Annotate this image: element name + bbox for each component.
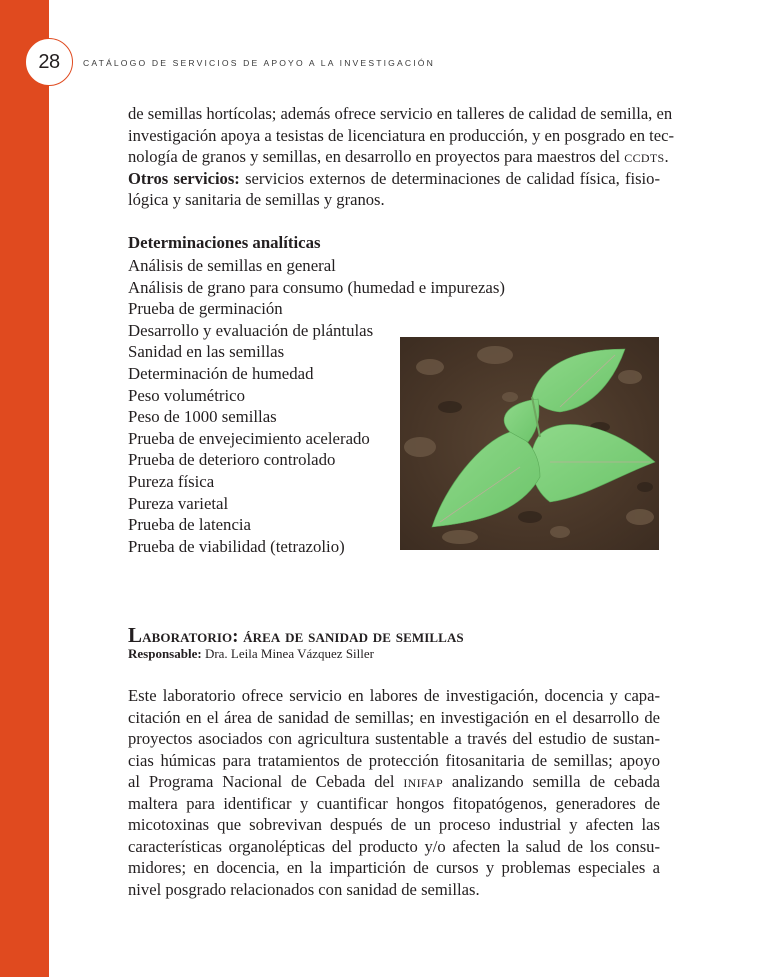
list-item: Análisis de semillas en general [128, 256, 336, 275]
list-item: Peso de 1000 semillas [128, 407, 277, 427]
paragraph-line: Este laboratorio ofrece servicio en labores de investigación, docencia y capa- [128, 686, 660, 705]
page-number: 28 [25, 38, 73, 86]
intro-line [128, 146, 669, 168]
line-text: analizando semilla de cebada [442, 772, 660, 791]
list-item: Análisis de grano para consumo (humedad e impurezas) [128, 277, 505, 297]
list-item: Sanidad en las semillas [128, 342, 285, 362]
title-rest: aboratorio: área de sanidad de semillas [142, 627, 464, 647]
intro-line: de semillas hortícolas; además ofrece servicio en talleres de calidad de semilla, en [128, 104, 673, 123]
otros-servicios-line [128, 168, 660, 190]
determinaciones-title: Determinaciones analíticas [128, 233, 321, 252]
paragraph-line: proyectos asociados con agricultura sustentable a través del estudio de sustan- [128, 729, 660, 748]
list-item: Prueba de germinación [128, 299, 283, 319]
paragraph-line: midores; en docencia, en la impartición de cursos y problemas especiales a [128, 858, 660, 877]
paragraph-line: citación en el área de sanidad de semillas; en investigación en el desarrollo de [128, 707, 660, 727]
list-item: Prueba de deterioro controlado [128, 450, 336, 470]
laboratorio-paragraph [128, 685, 660, 900]
intro-line: investigación apoya a tesistas de licenciatura en producción, y en posgrado en tec- [128, 125, 675, 145]
ccdts-acronym: ccdts [624, 147, 665, 166]
paragraph-line: nivel posgrado relacionados con sanidad de semillas. [128, 879, 480, 899]
otros-servicios-text: servicios externos de determinaciones de calidad física, fisio- [239, 168, 660, 188]
paragraph-line [128, 771, 660, 793]
paragraph-line: micotoxinas que sobrevivan después de un proceso industrial y afecten las [128, 815, 660, 834]
list-item: Pureza varietal [128, 493, 229, 513]
otros-servicios-line: lógica y sanitaria de semillas y granos. [128, 190, 385, 209]
intro-paragraph [128, 103, 675, 211]
list-item: Prueba de latencia [128, 515, 251, 535]
otros-servicios-label: Otros servicios: [128, 168, 240, 188]
seedling-illustration [400, 337, 659, 550]
punctuation: . [664, 147, 669, 166]
side-accent-bar [0, 0, 49, 977]
responsable-label: Responsable: [128, 646, 202, 661]
list-item: Peso volumétrico [128, 385, 245, 405]
list-item: Prueba de viabilidad (tetrazolio) [128, 536, 345, 556]
laboratorio-title [128, 623, 464, 648]
list-item: Prueba de envejecimiento acelerado [128, 428, 370, 448]
inifap-acronym: inifap [403, 772, 443, 791]
line-text: al Programa Nacional de Cebada del [128, 772, 404, 791]
intro-line-text: nología de granos y semillas, en desarrollo en proyectos para maestros del [128, 147, 625, 166]
running-head: CATÁLOGO DE SERVICIOS DE APOYO A LA INVESTIGACIÓN [83, 58, 435, 68]
responsable-line [128, 646, 374, 662]
list-item: Determinación de humedad [128, 363, 314, 383]
list-item: Desarrollo y evaluación de plántulas [128, 320, 374, 340]
responsable-name: Dra. Leila Minea Vázquez Siller [201, 646, 374, 661]
paragraph-line: maltera para identificar y cuantificar hongos fitopatógenos, generadores de [128, 793, 660, 813]
paragraph-line: características organolépticas del producto y/o afecten la salud de los consu- [128, 836, 660, 856]
title-initial: L [128, 623, 143, 647]
list-item: Pureza física [128, 471, 215, 491]
seedling-photo [400, 337, 659, 550]
paragraph-line: cias húmicas para tratamientos de protección fitosanitaria de semillas; apoyo [128, 750, 660, 770]
